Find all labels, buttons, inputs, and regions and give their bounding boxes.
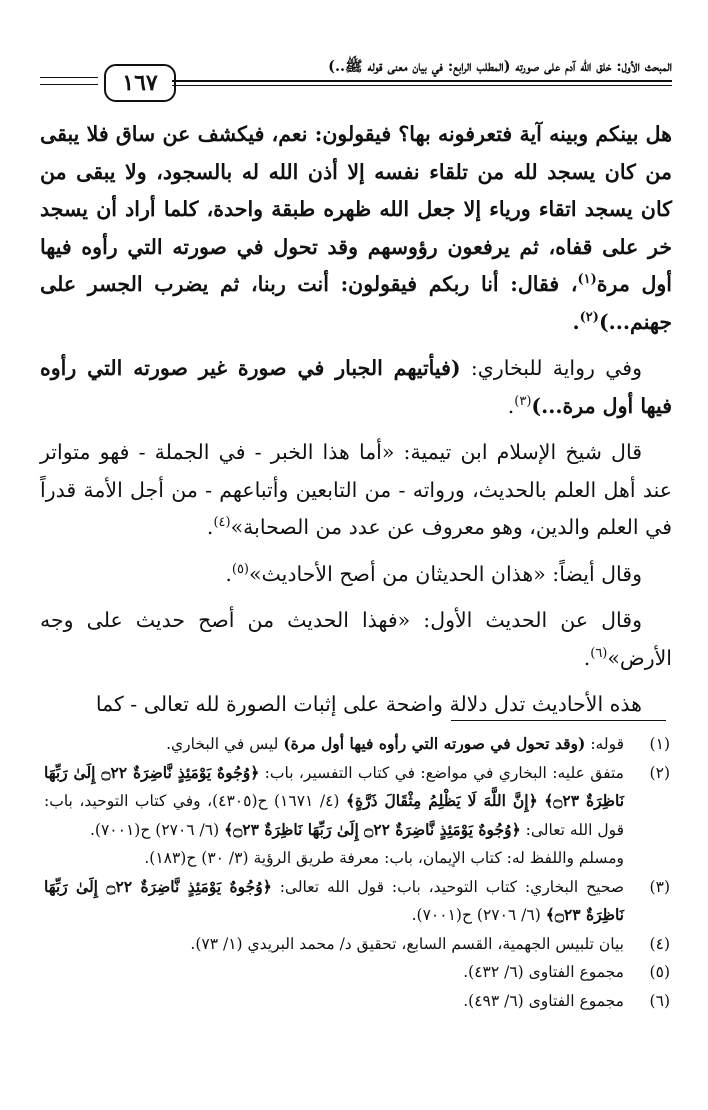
footnote-segment: متفق عليه: البخاري في مواضع: في كتاب التفسير، باب: xyxy=(259,763,624,782)
paragraph-text: هل بينكم وبينه آية فتعرفونه بها؟ فيقولون: نعم، فيكشف عن ساق فلا يبقى من كان يسجد لله من تلقاء نفسه إلا أذن الله له بالسجود، ولا يبقى من كان يسجد اتقاء ورياء إلا جعل الله ظهره طبقة واحدة، كلما أراد أن يسجد خر على قفاه، ثم يرفعون رؤوسهم وقد تحول في صورته التي رأوه فيها أول مرة xyxy=(40,122,672,296)
footnote-segment: (٦/ ٢٧٠٦) ح(٧٠٠١). xyxy=(411,906,546,924)
paragraph-text: وقال أيضاً: «هذان الحديثان من أصح الأحاديث» xyxy=(249,561,642,586)
footnote-bold: (وقد تحول في صورته التي رأوه فيها أول مرة) xyxy=(283,734,586,753)
punctuation: . xyxy=(572,309,580,334)
footnote-number: (٣) xyxy=(649,877,670,896)
footnote-ref: (٥) xyxy=(231,561,249,577)
footnotes xyxy=(44,730,670,1015)
footnote-text xyxy=(44,873,624,930)
paragraph-text: ، فقال: أنا ربكم فيقولون: أنت ربنا، ثم يضرب الجسر على جهنم...) xyxy=(40,272,672,334)
quran-verse: ﴿إِنَّ اللَّهَ لَا يَظْلِمُ مِثْقَالَ ذَرَّةٍ﴾ xyxy=(345,791,538,810)
paragraph xyxy=(40,556,672,594)
footnote-number: (٢) xyxy=(649,763,670,782)
footnote-number: (٥) xyxy=(649,963,670,981)
paragraph xyxy=(40,686,672,724)
footnote-text: بيان تلبيس الجهمية، القسم السابع، تحقيق د/ محمد البريدي (١/ ٧٣). xyxy=(190,934,624,953)
footnote-number: (٦) xyxy=(649,991,670,1010)
paragraph-text: وقال عن الحديث الأول: «فهذا الحديث من أصح حديث على وجه الأرض» xyxy=(40,608,672,670)
punctuation: . xyxy=(206,515,214,539)
footnote-segment: قوله: xyxy=(585,735,624,753)
footnote xyxy=(44,930,670,959)
footnote-text: مجموع الفتاوى (٦/ ٤٣٢). xyxy=(463,963,624,981)
footnote xyxy=(44,958,670,987)
paragraph-text: وفي رواية للبخاري: xyxy=(460,356,642,380)
footnote-segment: (٤/ ١٦٧١) ح(٤٣٠٥)، وفي كتاب التوحيد، باب: قول الله تعالى: xyxy=(44,792,624,839)
footnote-segment: ليس في البخاري. xyxy=(166,735,284,753)
footnote-continuation: ومسلم واللفظ له: كتاب الإيمان، باب: معرفة طريق الرؤية (٣/ ٣٠) ح(١٨٣). xyxy=(144,849,624,867)
paragraph xyxy=(40,350,672,425)
punctuation: . xyxy=(225,561,232,586)
body-text xyxy=(40,116,672,733)
footnote xyxy=(44,987,670,1016)
paragraph xyxy=(40,602,672,677)
footnote xyxy=(44,873,670,930)
quran-verse: ﴿وُجُوهٌ يَوْمَئِذٍ نَّاضِرَةٌ ۝٢٢ إِلَىٰ رَبِّهَا نَاظِرَةٌ ۝٢٣﴾ xyxy=(224,819,521,839)
side-rule xyxy=(40,77,98,78)
footnote-ref: (١) xyxy=(577,272,597,288)
footnote xyxy=(44,759,670,845)
footnote-ref: (٤) xyxy=(213,515,231,531)
paragraph-text: قال شيخ الإسلام ابن تيمية: «أما هذا الخبر - في الجملة - فهو متواتر عند أهل العلم بالحديث، ورواته - من التابعين وأتباعهم - من أجل الأمة قدراً في العلم والدين، وهو معروف عن عدد من الصحابة» xyxy=(40,440,672,539)
footnote-text xyxy=(44,759,624,845)
paragraph xyxy=(40,116,672,341)
footnote-text xyxy=(44,730,624,759)
quran-verse: ﴿وُجُوهٌ يَوْمَئِذٍ نَّاضِرَةٌ ۝٢٢ إِلَىٰ رَبِّهَا نَاظِرَةٌ ۝٢٣﴾ xyxy=(44,876,624,924)
page-header xyxy=(40,58,672,104)
footnote-ref: (٦) xyxy=(590,645,608,661)
footnote-number: (٤) xyxy=(649,934,670,953)
punctuation: . xyxy=(583,645,591,670)
footnote-ref: (٢) xyxy=(579,309,599,325)
paragraph-text: هذه الأحاديث تدل دلالة واضحة على إثبات الصورة لله تعالى - كما xyxy=(95,692,642,716)
header-rule xyxy=(172,80,672,82)
side-rule-lower xyxy=(40,84,98,85)
footnote-separator xyxy=(451,720,666,721)
running-head: المبحث الأول: خلق الله آدم على صورته (المطلب الرابع: في بيان معنى قوله ﷺ..) xyxy=(328,58,672,75)
header-rule-thin xyxy=(172,85,672,86)
quote-text: (فيأتيهم الجبار في صورة غير صورته التي رأوه فيها أول مرة...) xyxy=(40,356,672,418)
footnote-ref: (٣) xyxy=(514,393,532,409)
punctuation: . xyxy=(507,393,515,418)
quran-verse: ﴿وُجُوهٌ يَوْمَئِذٍ نَّاضِرَةٌ ۝٢٢ إِلَىٰ رَبِّهَا نَاظِرَةٌ ۝٢٣﴾ xyxy=(44,762,625,810)
footnote-segment: (٦/ ٢٧٠٦) ح(٧٠٠١). xyxy=(89,820,225,839)
footnote-number: (١) xyxy=(649,735,670,753)
footnote-segment: صحيح البخاري: كتاب التوحيد، باب: قول الله تعالى: xyxy=(271,877,624,896)
footnote xyxy=(44,730,670,759)
footnote-text: مجموع الفتاوى (٦/ ٤٩٣). xyxy=(463,991,624,1010)
page-number: ١٦٧ xyxy=(104,64,176,102)
paragraph xyxy=(40,434,672,547)
